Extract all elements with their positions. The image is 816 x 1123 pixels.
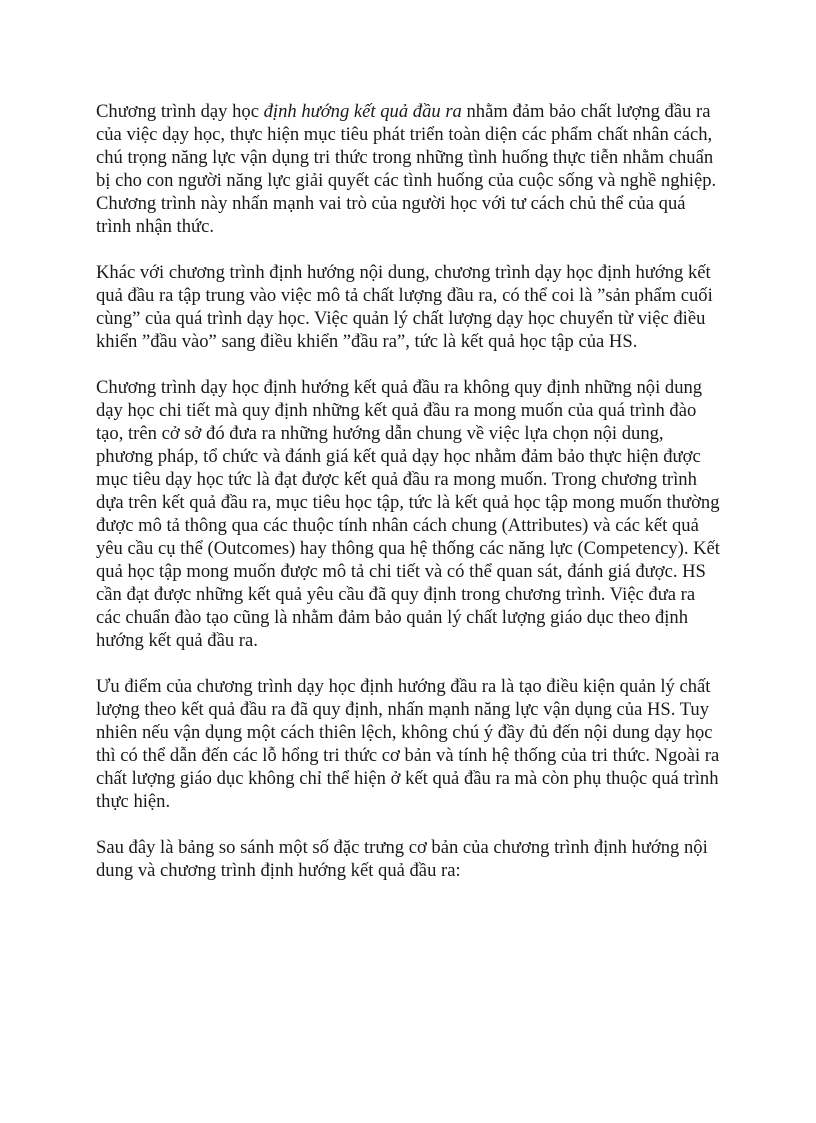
paragraph-2: Khác với chương trình định hướng nội dung, chương trình dạy học định hướng kết quả đầu ra tập trung vào việc mô tả chất lượng đầu ra, có thể coi là ”sản phẩm cuối cùng” của quá trình dạy học. Việc quản lý chất lượng dạy học chuyển từ việc điều khiển ”đầu vào” sang điều khiển ”đầu ra”, tức là kết quả học tập của HS.: [96, 262, 713, 352]
paragraph-5: Sau đây là bảng so sánh một số đặc trưng cơ bản của chương trình định hướng nội dung và chương trình định hướng kết quả đầu ra:: [96, 837, 708, 881]
paragraph-1-emphasis: định hướng kết quả đầu ra: [263, 101, 462, 122]
paragraph-4: Ưu điểm của chương trình dạy học định hướng đầu ra là tạo điều kiện quản lý chất lượng theo kết quả đầu ra đã quy định, nhấn mạnh năng lực vận dụng của HS. Tuy nhiên nếu vận dụng một cách thiên lệch, không chú ý đầy đủ đến nội dung dạy học thì có thể dẫn đến các lỗ hổng tri thức cơ bản và tính hệ thống của tri thức. Ngoài ra chất lượng giáo dục không chỉ thể hiện ở kết quả đầu ra mà còn phụ thuộc quá trình thực hiện.: [96, 676, 720, 812]
paragraph-1: [96, 100, 720, 238]
paragraph-3: Chương trình dạy học định hướng kết quả đầu ra không quy định những nội dung dạy học chi tiết mà quy định những kết quả đầu ra mong muốn của quá trình đào tạo, trên cở sở đó đưa ra những hướng dẫn chung về việc lựa chọn nội dung, phương pháp, tổ chức và đánh giá kết quả dạy học nhằm đảm bảo thực hiện được mục tiêu dạy học tức là đạt được kết quả đầu ra mong muốn. Trong chương trình dựa trên kết quả đầu ra, mục tiêu học tập, tức là kết quả học tập mong muốn thường được mô tả thông qua các thuộc tính nhân cách chung (Attributes) và các kết quả yêu cầu cụ thể (Outcomes) hay thông qua hệ thống các năng lực (Competency). Kết quả học tập mong muốn được mô tả chi tiết và có thể quan sát, đánh giá được. HS cần đạt được những kết quả yêu cầu đã quy định trong chương trình. Việc đưa ra các chuẩn đào tạo cũng là nhằm đảm bảo quản lý chất lượng giáo dục theo định hướng kết quả đầu ra.: [96, 377, 720, 651]
paragraph-1-rest: nhằm đảm bảo chất lượng đầu ra của việc dạy học, thực hiện mục tiêu phát triển toàn diện các phẩm chất nhân cách, chú trọng năng lực vận dụng tri thức trong những tình huống thực tiễn nhằm chuẩn bị cho con người năng lực giải quyết các tình huống của cuộc sống và nghề nghiệp. Chương trình này nhấn mạnh vai trò của người học với tư cách chủ thể của quá trình nhận thức.: [96, 101, 717, 237]
document-body: [96, 100, 720, 905]
paragraph-1-lead: Chương trình dạy học: [96, 101, 264, 122]
